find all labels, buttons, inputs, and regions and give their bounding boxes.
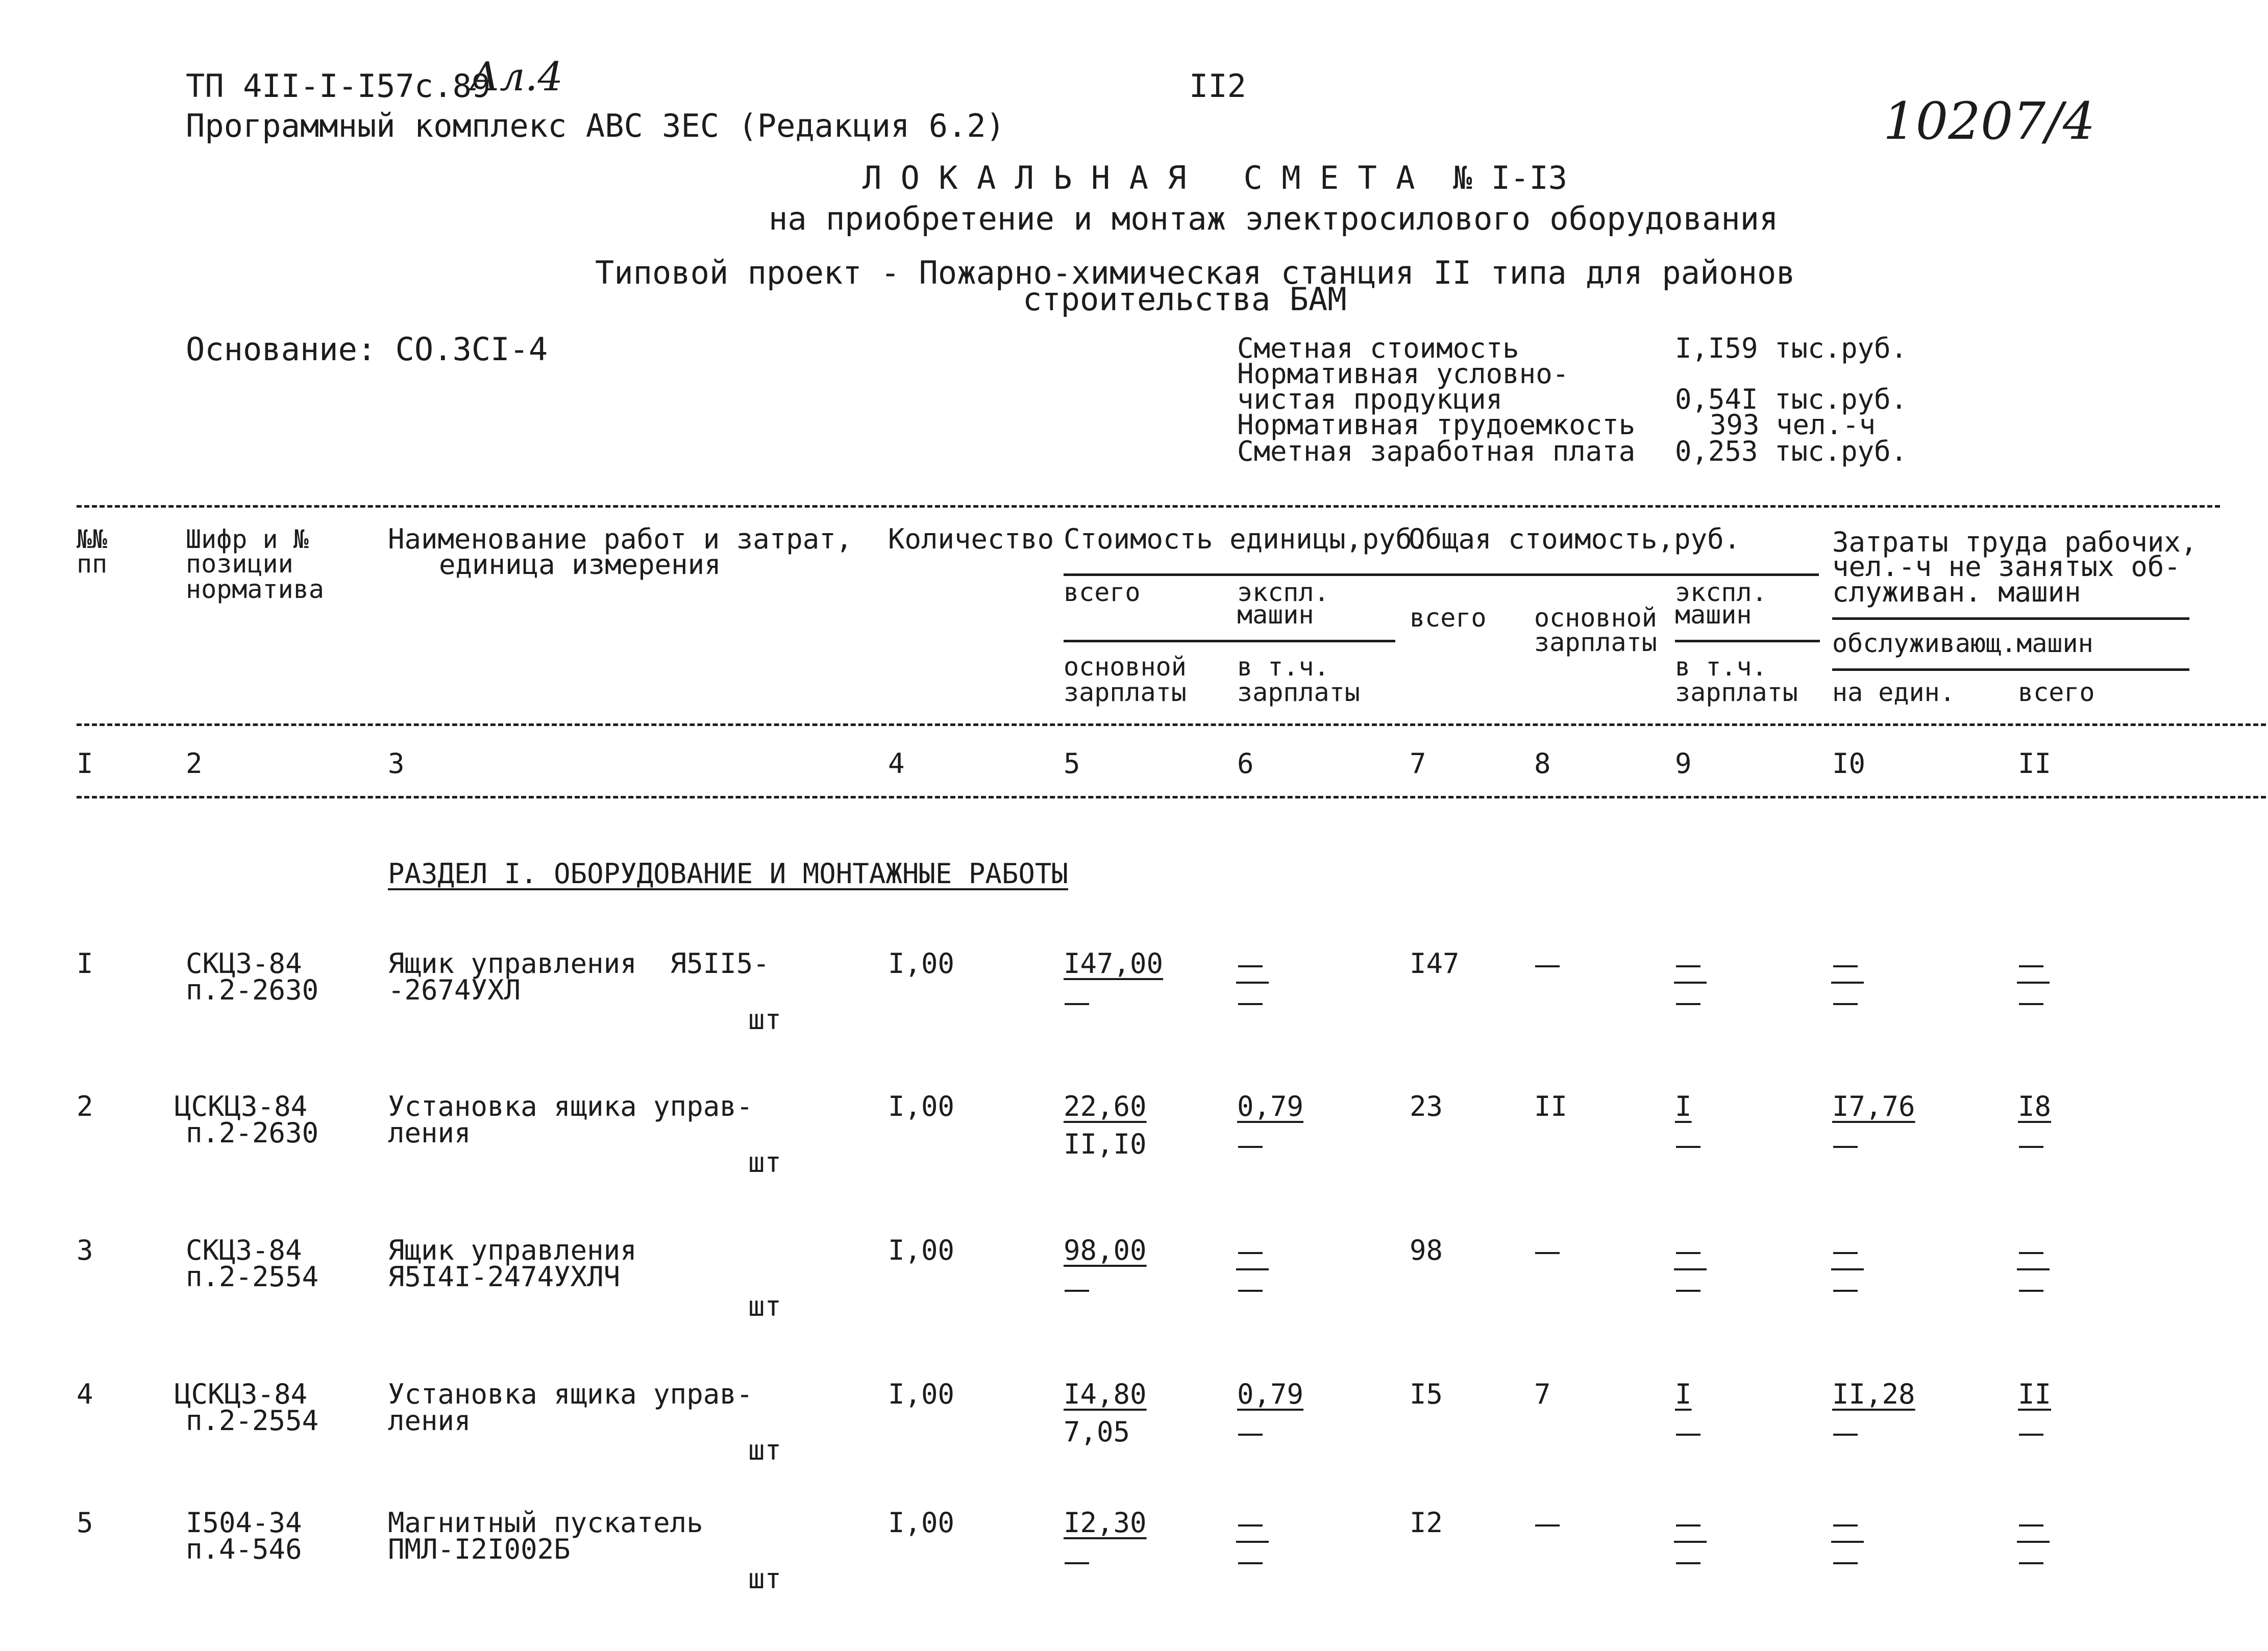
row-labor-per-unit-service-dash: [1833, 1434, 1858, 1436]
row-total-machines-underline: [1674, 1268, 1707, 1270]
row-quantity: I,00: [888, 1090, 955, 1122]
row-labor-per-unit-service: [1832, 1274, 1849, 1302]
row-labor-per-unit-service: [1832, 1547, 1849, 1574]
handwritten-album-note: Ал.4: [470, 54, 563, 100]
header-col6-incl-1: в т.ч.: [1237, 652, 1329, 682]
row-number: 2: [77, 1090, 93, 1122]
header-code-2: позиции: [186, 549, 293, 579]
header-col5-wage-2: зарплаты: [1064, 678, 1187, 707]
header-col6-incl-2: зарплаты: [1237, 678, 1360, 707]
row-labor-total-service-dash: [2019, 1434, 2043, 1436]
project-description-line2: строительства БАМ: [1023, 281, 1347, 318]
row-labor-total-service: [2018, 1418, 2035, 1446]
row-unit-cost-wage: 7,05: [1064, 1416, 1130, 1448]
header-labor-3: служиван. машин: [1832, 576, 2081, 608]
row-code-line1: СКЦ3-84: [186, 1234, 302, 1266]
row-code-line1: СКЦ3-84: [186, 947, 302, 980]
wage-value: 0,253 тыс.руб.: [1675, 435, 1908, 467]
row-total-machines-dash: [1676, 1252, 1700, 1254]
row-name-line2: ПМЛ-I2I002Б: [388, 1533, 571, 1565]
row-quantity: I,00: [888, 1234, 955, 1266]
row-total-machines: [1675, 950, 1692, 978]
column-number-10: I0: [1832, 747, 1866, 780]
row-labor-per-unit-underline: [1831, 982, 1864, 984]
row-unit-cost-machines-wage-dash: [1238, 1003, 1263, 1005]
header-labor-2: чел.-ч не занятых об-: [1832, 551, 2181, 583]
row-total-wage: [1534, 950, 1551, 978]
row-name-line1: Магнитный пускатель: [388, 1507, 703, 1539]
estimate-title: Л О К А Л Ь Н А Я С М Е Т А № I-I3: [862, 159, 1568, 196]
row-number: 4: [77, 1378, 93, 1410]
row-labor-total: [2018, 1237, 2035, 1264]
row-unit-cost-total: I2,30: [1064, 1507, 1147, 1539]
row-labor-total: [2018, 1509, 2035, 1537]
column-number-4: 4: [888, 747, 905, 780]
row-unit-cost-machines-underline: [1236, 982, 1269, 984]
norm-label-1: Нормативная условно-: [1237, 358, 1569, 390]
row-unit: шт: [748, 1563, 782, 1595]
row-labor-total-service-dash: [2019, 1562, 2043, 1564]
header-col5-wage-1: основной: [1064, 652, 1187, 682]
row-total-wage-dash: [1535, 1252, 1560, 1254]
row-labor-total-service: [2018, 988, 2035, 1015]
row-quantity: I,00: [888, 1507, 955, 1539]
header-labor-1: Затраты труда рабочих,: [1832, 526, 2198, 558]
row-total-machines: [1675, 1237, 1692, 1264]
row-total-wage-dash: [1535, 1524, 1560, 1527]
row-total-machines-wage: [1675, 1131, 1692, 1158]
row-unit-cost-wage: II,I0: [1064, 1128, 1147, 1160]
row-unit-cost-machines-wage-dash: [1238, 1562, 1263, 1564]
header-num-2: пп: [77, 549, 108, 579]
row-unit-cost-machines-wage-dash: [1238, 1146, 1263, 1148]
row-labor-total-dash: [2019, 1252, 2043, 1254]
row-total-machines: I: [1675, 1090, 1692, 1122]
row-unit-cost-machines: 0,79: [1237, 1378, 1304, 1410]
row-unit-cost-wage: [1064, 1274, 1080, 1302]
header-code-1: Шифр и №: [186, 524, 309, 554]
row-total-cost: 98: [1410, 1234, 1443, 1266]
header-rule-labor-bottom: [1832, 668, 2189, 671]
row-labor-per-unit: [1832, 1509, 1849, 1537]
row-unit-cost-machines-underline: [1236, 1541, 1269, 1543]
row-unit-cost-machines-wage: [1237, 1418, 1254, 1446]
row-labor-per-unit-service: [1832, 988, 1849, 1015]
program-complex-line: Программный комплекс АВС 3ЕС (Редакция 6.2): [186, 107, 1005, 144]
row-quantity: I,00: [888, 1378, 955, 1410]
row-total-cost: I2: [1410, 1507, 1443, 1539]
estimate-subtitle: на приобретение и монтаж электросилового оборудования: [769, 200, 1779, 237]
row-number: I: [77, 947, 93, 980]
column-number-2: 2: [186, 747, 203, 780]
row-code-line2: п.2-2554: [186, 1261, 319, 1293]
row-labor-per-unit-dash: [1833, 1524, 1858, 1527]
row-total-machines-wage: [1675, 1418, 1692, 1446]
row-labor-per-unit-service-dash: [1833, 1290, 1858, 1292]
row-total-machines-wage: [1675, 1547, 1692, 1574]
row-labor-total-underline: [2017, 1268, 2050, 1270]
cost-label: Сметная стоимость: [1237, 332, 1519, 364]
row-total-machines-dash: [1676, 1524, 1700, 1527]
row-labor-total-service: [2018, 1131, 2035, 1158]
row-labor-total-service-dash: [2019, 1003, 2043, 1005]
page-number: II2: [1189, 67, 1246, 105]
row-name-line2: ления: [388, 1117, 471, 1149]
row-unit-cost-machines-dash: [1238, 1524, 1263, 1527]
handwritten-reference-number: 10207/4: [1883, 91, 2096, 151]
header-code-3: норматива: [186, 574, 324, 604]
norm-label-2: чистая продукция: [1237, 383, 1503, 415]
row-total-machines-wage-dash: [1676, 1290, 1700, 1292]
row-unit-cost-machines-dash: [1238, 1252, 1263, 1254]
row-unit-cost-wage: [1064, 1547, 1080, 1574]
row-total-wage: 7: [1534, 1378, 1551, 1410]
row-total-machines-underline: [1674, 1541, 1707, 1543]
header-col9-mach-1: экспл.: [1675, 578, 1767, 607]
row-labor-total: [2018, 950, 2035, 978]
row-labor-per-unit-underline: [1831, 1541, 1864, 1543]
row-unit-cost-total: I47,00: [1064, 947, 1164, 980]
row-total-machines-wage-dash: [1676, 1562, 1700, 1564]
document-code: ТП 4II-I-I57с.89: [186, 67, 491, 105]
header-total-cost: Общая стоимость,руб.: [1409, 523, 1741, 555]
row-unit-cost-wage: [1064, 988, 1080, 1015]
row-total-machines-wage-dash: [1676, 1434, 1700, 1436]
header-col6-mach-2: машин: [1237, 600, 1314, 630]
row-total-machines-wage-dash: [1676, 1146, 1700, 1148]
row-labor-total: I8: [2018, 1090, 2052, 1122]
row-labor-per-unit: I7,76: [1832, 1090, 1915, 1122]
header-col6-mach-1: экспл.: [1237, 578, 1329, 607]
row-code-line2: п.2-2630: [186, 974, 319, 1006]
row-unit-cost-total: 98,00: [1064, 1234, 1147, 1266]
row-code-line1: I504-34: [186, 1507, 302, 1539]
header-col9-incl-1: в т.ч.: [1675, 652, 1767, 682]
row-labor-per-unit-service: [1832, 1418, 1849, 1446]
column-number-9: 9: [1675, 747, 1692, 780]
row-number: 3: [77, 1234, 93, 1266]
column-number-11: II: [2018, 747, 2052, 780]
header-col5-all: всего: [1064, 578, 1141, 607]
row-name-line2: -2674УХЛ: [388, 974, 521, 1006]
row-total-wage: [1534, 1237, 1551, 1264]
project-description-line1: Типовой проект - Пожарно-химическая станция II типа для районов: [595, 254, 1795, 291]
row-labor-total: II: [2018, 1378, 2052, 1410]
row-total-machines: [1675, 1509, 1692, 1537]
row-total-machines-wage: [1675, 988, 1692, 1015]
row-unit: шт: [748, 1290, 782, 1322]
row-unit-cost-machines-wage: [1237, 1547, 1254, 1574]
row-name-line1: Ящик управления Я5II5-: [388, 947, 770, 980]
row-labor-per-unit: [1832, 950, 1849, 978]
row-unit-cost-machines-wage-dash: [1238, 1290, 1263, 1292]
row-name-line1: Установка ящика управ-: [388, 1378, 753, 1410]
row-quantity: I,00: [888, 947, 955, 980]
row-code-line2: п.2-2554: [186, 1405, 319, 1437]
column-number-6: 6: [1237, 747, 1254, 780]
row-unit-cost-wage-dash: [1065, 1003, 1089, 1005]
header-col8-wage-1: основной: [1534, 603, 1657, 633]
header-service-machines: обслуживающ.машин: [1832, 629, 2093, 658]
row-labor-total-dash: [2019, 965, 2043, 967]
row-unit: шт: [748, 1004, 782, 1036]
row-unit-cost-machines-dash: [1238, 965, 1263, 967]
row-name-line1: Установка ящика управ-: [388, 1090, 753, 1122]
row-total-wage: II: [1534, 1090, 1568, 1122]
row-total-wage: [1534, 1509, 1551, 1537]
row-unit-cost-machines-wage-dash: [1238, 1434, 1263, 1436]
row-name-line2: Я5I4I-2474УХЛЧ: [388, 1261, 621, 1293]
column-number-3: 3: [388, 747, 405, 780]
header-top-rule: [77, 505, 2220, 508]
header-quantity: Количество: [888, 523, 1054, 555]
norm-value: 0,54I тыс.руб.: [1675, 383, 1908, 415]
column-number-5: 5: [1064, 747, 1080, 780]
section-title: РАЗДЕЛ I. ОБОРУДОВАНИЕ И МОНТАЖНЫЕ РАБОТЫ: [388, 858, 1068, 890]
header-bottom-rule: [77, 796, 2266, 798]
row-labor-total-service-dash: [2019, 1290, 2043, 1292]
row-unit-cost-wage-dash: [1065, 1290, 1089, 1292]
row-labor-per-unit: [1832, 1237, 1849, 1264]
row-labor-per-unit-dash: [1833, 965, 1858, 967]
row-labor-per-unit: II,28: [1832, 1378, 1915, 1410]
row-code-line1: ЦСКЦ3-84: [175, 1378, 308, 1410]
wage-label: Сметная заработная плата: [1237, 435, 1636, 467]
row-unit-cost-total: 22,60: [1064, 1090, 1147, 1122]
row-labor-total-underline: [2017, 1541, 2050, 1543]
row-total-machines-wage-dash: [1676, 1003, 1700, 1005]
row-total-cost: I47: [1410, 947, 1460, 980]
row-unit-cost-machines: [1237, 1237, 1254, 1264]
header-name-1: Наименование работ и затрат,: [388, 523, 853, 555]
row-labor-total-dash: [2019, 1524, 2043, 1527]
header-name-2: единица измерения: [439, 548, 721, 581]
row-unit-cost-machines: [1237, 950, 1254, 978]
header-col8-wage-2: зарплаты: [1534, 628, 1657, 657]
row-unit: шт: [748, 1146, 782, 1179]
column-number-7: 7: [1410, 747, 1426, 780]
row-labor-per-unit-underline: [1831, 1268, 1864, 1270]
header-col7-all: всего: [1410, 603, 1487, 633]
row-total-machines-wage: [1675, 1274, 1692, 1302]
header-col9-mach-2: машин: [1675, 600, 1752, 630]
column-number-1: I: [77, 747, 93, 780]
header-unit-cost: Стоимость единицы,руб.: [1064, 523, 1429, 555]
row-unit-cost-machines: [1237, 1509, 1254, 1537]
row-code-line1: ЦСКЦ3-84: [175, 1090, 308, 1122]
basis-line: Основание: СО.3СI-4: [186, 331, 548, 368]
row-unit-cost-machines-underline: [1236, 1268, 1269, 1270]
row-unit-cost-machines-wage: [1237, 988, 1254, 1015]
labor-label: Нормативная трудоемкость: [1237, 409, 1636, 441]
row-labor-per-unit-service: [1832, 1131, 1849, 1158]
row-unit-cost-wage-dash: [1065, 1562, 1089, 1564]
labor-value: 393 чел.-ч: [1710, 409, 1876, 441]
row-unit-cost-machines-wage: [1237, 1131, 1254, 1158]
row-labor-total-underline: [2017, 982, 2050, 984]
row-total-cost: I5: [1410, 1378, 1443, 1410]
column-number-8: 8: [1534, 747, 1551, 780]
header-rule-cols-5-6: [1064, 640, 1395, 642]
header-rule-cost: [1064, 573, 1819, 576]
header-num-1: №№: [77, 524, 108, 554]
row-code-line2: п.2-2630: [186, 1117, 319, 1149]
header-middle-rule: [77, 723, 2266, 726]
row-labor-per-unit-service-dash: [1833, 1562, 1858, 1564]
row-labor-per-unit-service-dash: [1833, 1003, 1858, 1005]
row-labor-per-unit-service-dash: [1833, 1146, 1858, 1148]
row-total-cost: 23: [1410, 1090, 1443, 1122]
row-code-line2: п.4-546: [186, 1533, 302, 1565]
row-unit-cost-total: I4,80: [1064, 1378, 1147, 1410]
row-name-line2: ления: [388, 1405, 471, 1437]
cost-value: I,I59 тыс.руб.: [1675, 332, 1908, 364]
row-name-line1: Ящик управления: [388, 1234, 637, 1266]
row-labor-per-unit-dash: [1833, 1252, 1858, 1254]
row-unit-cost-machines: 0,79: [1237, 1090, 1304, 1122]
row-number: 5: [77, 1507, 93, 1539]
row-total-wage-dash: [1535, 965, 1560, 967]
header-col10-per-unit: на един.: [1832, 678, 1955, 707]
row-total-machines: I: [1675, 1378, 1692, 1410]
row-labor-total-service: [2018, 1547, 2035, 1574]
row-labor-total-service-dash: [2019, 1146, 2043, 1148]
row-total-machines-underline: [1674, 982, 1707, 984]
row-unit-cost-machines-wage: [1237, 1274, 1254, 1302]
row-labor-total-service: [2018, 1274, 2035, 1302]
header-col11-all: всего: [2018, 678, 2095, 707]
header-rule-labor-top: [1832, 617, 2189, 620]
header-rule-col-9: [1675, 640, 1820, 642]
row-unit: шт: [748, 1434, 782, 1466]
row-total-machines-dash: [1676, 965, 1700, 967]
header-col9-incl-2: зарплаты: [1675, 678, 1798, 707]
